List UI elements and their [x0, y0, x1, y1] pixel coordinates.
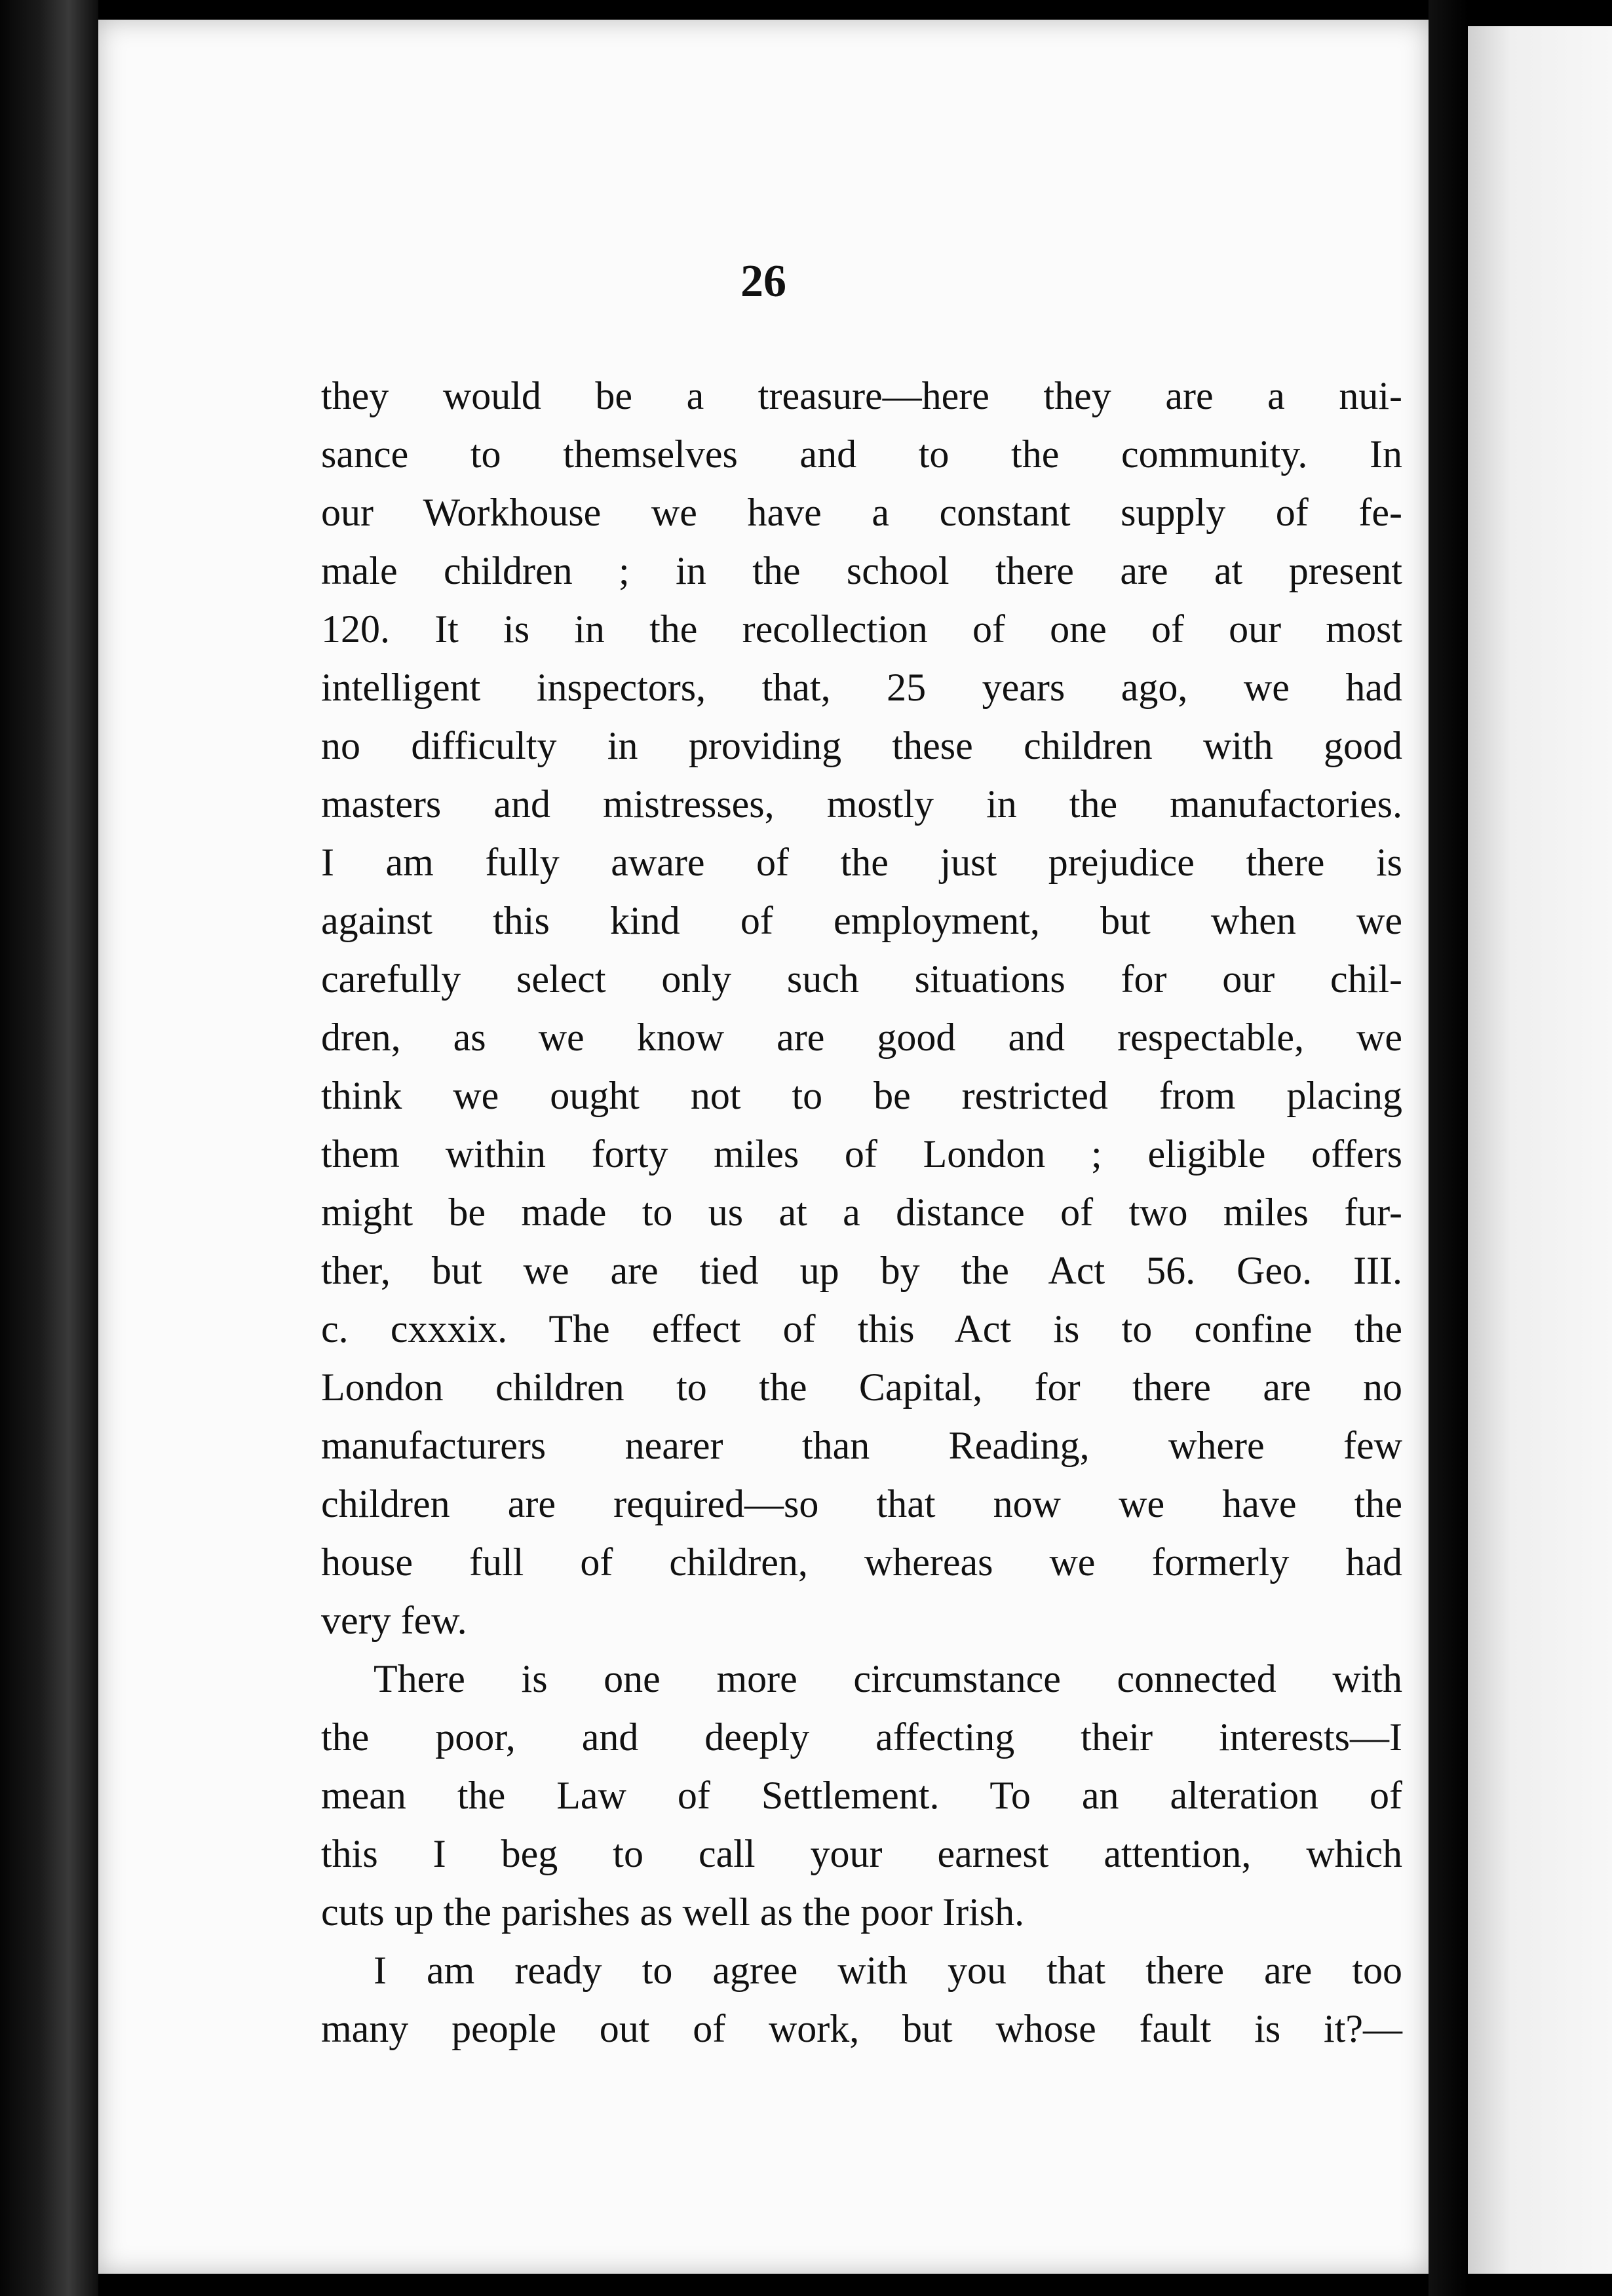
text-line: There is one more circumstance connected with	[374, 1657, 1402, 1700]
text-line: mean the Law of Settlement. To an alteration of	[321, 1774, 1402, 1817]
text-line: sance to themselves and to the community. In	[321, 432, 1402, 476]
text-line: our Workhouse we have a constant supply of fe-	[321, 491, 1402, 534]
text-line: 120. It is in the recollection of one of our most	[321, 607, 1402, 651]
text-line: they would be a treasure—here they are a nui-	[321, 374, 1402, 417]
book-binding-edge	[0, 0, 98, 2296]
facing-page-edge	[1468, 26, 1612, 2274]
text-line: ther, but we are tied up by the Act 56. Geo. III.	[321, 1249, 1402, 1292]
text-line: I am ready to agree with you that there are too	[374, 1949, 1402, 1992]
text-line: intelligent inspectors, that, 25 years ago, we had	[321, 666, 1402, 709]
text-line: against this kind of employment, but when we	[321, 899, 1402, 942]
text-line: very few.	[321, 1599, 467, 1642]
page-gutter	[1429, 0, 1468, 2296]
text-line: might be made to us at a distance of two miles fur-	[321, 1191, 1402, 1234]
text-line: carefully select only such situations for our chil-	[321, 957, 1402, 1001]
text-line: masters and mistresses, mostly in the manufactories.	[321, 782, 1402, 826]
body-text	[321, 367, 1402, 2058]
text-line: manufacturers nearer than Reading, where few	[321, 1424, 1402, 1467]
text-line: male children ; in the school there are at present	[321, 549, 1402, 592]
text-line: children are required—so that now we have the	[321, 1482, 1402, 1525]
book-page	[98, 20, 1429, 2274]
text-line: no difficulty in providing these children with good	[321, 724, 1402, 767]
text-line: London children to the Capital, for there are no	[321, 1366, 1402, 1409]
text-line: I am fully aware of the just prejudice there is	[321, 841, 1402, 884]
text-line: c. cxxxix. The effect of this Act is to confine the	[321, 1307, 1402, 1350]
text-line: the poor, and deeply affecting their interests—I	[321, 1715, 1402, 1759]
text-line: think we ought not to be restricted from placing	[321, 1074, 1402, 1117]
text-line: this I beg to call your earnest attention, which	[321, 1832, 1402, 1875]
text-line: house full of children, whereas we formerly had	[321, 1540, 1402, 1584]
text-line: many people out of work, but whose fault is it?—	[321, 2007, 1402, 2050]
page-number: 26	[740, 256, 786, 307]
text-line: them within forty miles of London ; eligible offers	[321, 1132, 1402, 1176]
text-line: dren, as we know are good and respectable, we	[321, 1016, 1402, 1059]
text-line: cuts up the parishes as well as the poor Irish.	[321, 1890, 1025, 1934]
